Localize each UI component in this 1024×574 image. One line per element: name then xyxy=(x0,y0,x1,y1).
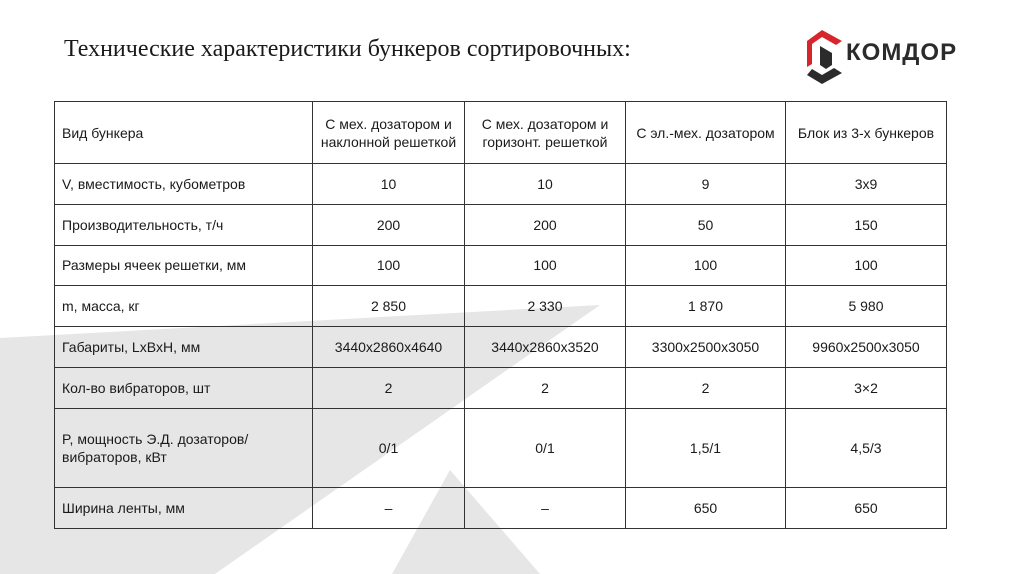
table-cell: 100 xyxy=(626,245,786,286)
table-cell: 2 xyxy=(313,367,465,408)
table-cell: 650 xyxy=(626,488,786,529)
header-cell: С мех. дозатором и горизонт. решеткой xyxy=(465,102,626,164)
table-cell: 2 330 xyxy=(465,286,626,327)
table-cell: 3440x2860x4640 xyxy=(313,327,465,368)
table-cell: – xyxy=(465,488,626,529)
row-label: Ширина ленты, мм xyxy=(55,488,313,529)
row-label: V, вместимость, кубометров xyxy=(55,164,313,205)
table-cell: 200 xyxy=(313,204,465,245)
row-label: Размеры ячеек решетки, мм xyxy=(55,245,313,286)
specifications-table xyxy=(54,101,947,529)
table-cell: 4,5/3 xyxy=(786,408,947,487)
table-cell: 3x9 xyxy=(786,164,947,205)
table-cell: 2 xyxy=(465,367,626,408)
table-cell: 100 xyxy=(313,245,465,286)
table-row xyxy=(55,488,947,529)
header-cell: С эл.-мех. дозатором xyxy=(626,102,786,164)
table-cell: 10 xyxy=(313,164,465,205)
slide-title: Технические характеристики бункеров сортировочных: xyxy=(64,36,631,62)
table-row xyxy=(55,408,947,487)
table-cell: 3440x2860x3520 xyxy=(465,327,626,368)
row-label: Габариты, LxBxH, мм xyxy=(55,327,313,368)
table-cell: 2 850 xyxy=(313,286,465,327)
table-row xyxy=(55,164,947,205)
table-cell: – xyxy=(313,488,465,529)
table-cell: 100 xyxy=(786,245,947,286)
table-cell: 5 980 xyxy=(786,286,947,327)
table-cell: 2 xyxy=(626,367,786,408)
table-cell: 50 xyxy=(626,204,786,245)
table-header-row xyxy=(55,102,947,164)
header-cell: Блок из 3-х бункеров xyxy=(786,102,947,164)
table-cell: 9 xyxy=(626,164,786,205)
table-row xyxy=(55,286,947,327)
table-cell: 150 xyxy=(786,204,947,245)
table-cell: 200 xyxy=(465,204,626,245)
logo-text: КОМДОР xyxy=(846,39,958,66)
table-cell: 0/1 xyxy=(313,408,465,487)
table-row xyxy=(55,204,947,245)
table-cell: 1,5/1 xyxy=(626,408,786,487)
table-cell: 3300x2500x3050 xyxy=(626,327,786,368)
header-cell-label: Вид бункера xyxy=(55,102,313,164)
table-cell: 100 xyxy=(465,245,626,286)
komdor-hexagon-logo-icon xyxy=(806,24,850,88)
table-cell: 10 xyxy=(465,164,626,205)
table-cell: 650 xyxy=(786,488,947,529)
table-cell: 9960x2500x3050 xyxy=(786,327,947,368)
table-cell: 1 870 xyxy=(626,286,786,327)
row-label: Кол-во вибраторов, шт xyxy=(55,367,313,408)
table-row xyxy=(55,367,947,408)
row-label: m, масса, кг xyxy=(55,286,313,327)
table-cell: 0/1 xyxy=(465,408,626,487)
row-label: P, мощность Э.Д. дозаторов/вибраторов, кВт xyxy=(55,408,313,487)
table-cell: 3×2 xyxy=(786,367,947,408)
table-row xyxy=(55,245,947,286)
company-logo xyxy=(806,24,976,88)
row-label: Производительность, т/ч xyxy=(55,204,313,245)
table-row xyxy=(55,327,947,368)
header-cell: С мех. дозатором и наклонной решеткой xyxy=(313,102,465,164)
